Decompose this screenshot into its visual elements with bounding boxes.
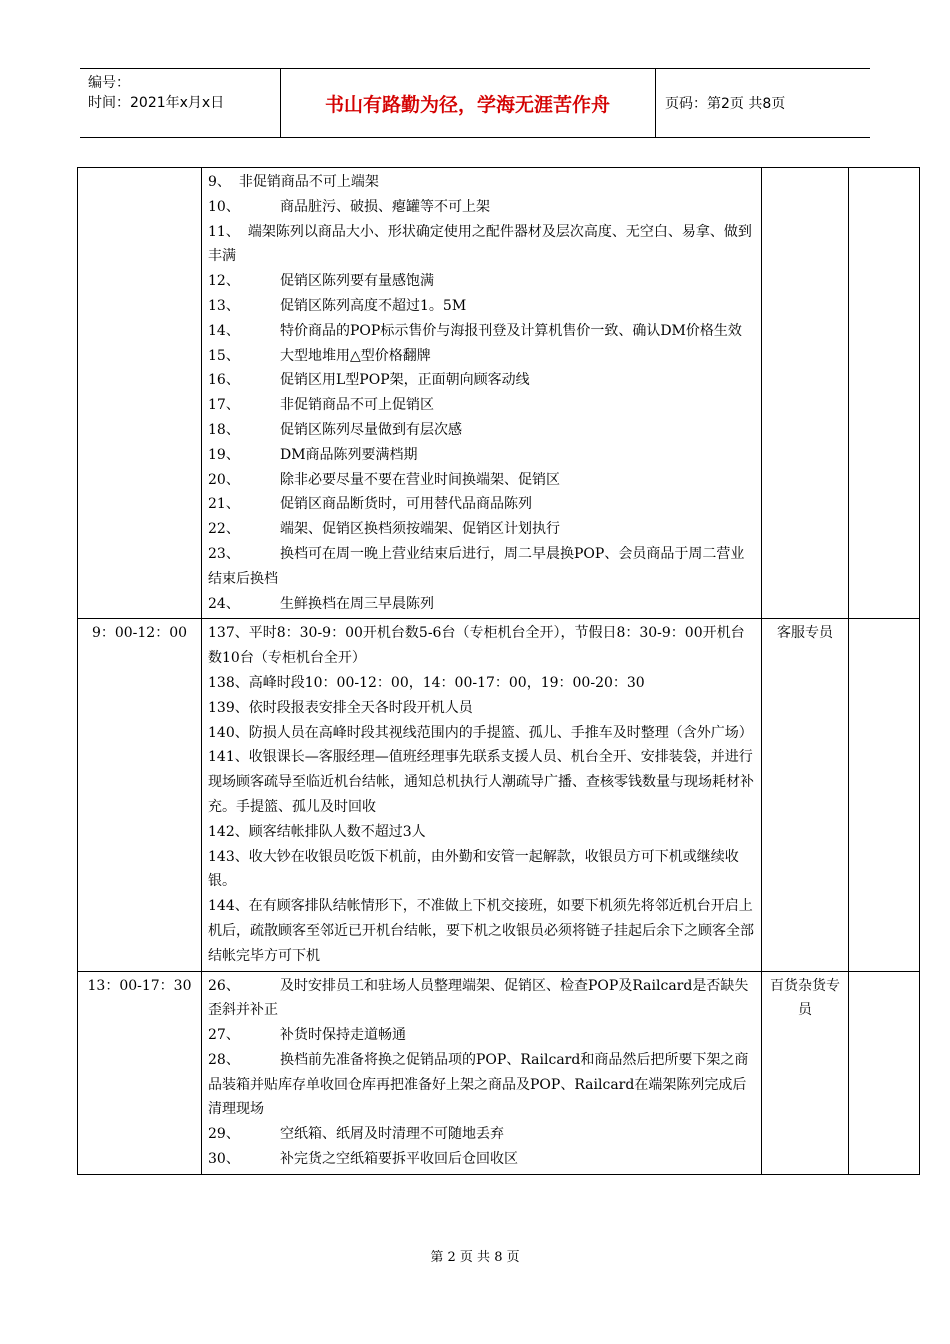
remarks-cell	[849, 971, 920, 1174]
item-text: 促销区陈列尽量做到有层次感	[280, 421, 462, 438]
item-number: 13、	[208, 297, 240, 314]
list-item	[208, 745, 755, 819]
item-number: 20、	[208, 471, 240, 488]
list-item	[208, 845, 755, 895]
list-item	[208, 492, 755, 517]
schedule-table	[77, 167, 920, 1175]
list-item	[208, 671, 755, 696]
table-row	[78, 619, 920, 971]
item-number: 138、	[208, 674, 249, 691]
item-text: 防损人员在高峰时段其视线范围内的手提篮、孤儿、手推车及时整理（含外广场）	[248, 724, 753, 741]
item-number: 23、	[208, 545, 240, 562]
item-text: 高峰时段10：00-12：00，14：00-17：00，19：00-20：30	[248, 674, 645, 691]
header-meta	[88, 73, 224, 113]
item-text: 换档前先准备将换之促销品项的POP、Railcard和商品然后把所要下架之商品装箱并贴库存单收回仓库再把准备好上架之商品及POP、Railcard在端架陈列完成后清理现场	[208, 1051, 749, 1118]
item-number: 11、	[208, 223, 240, 240]
item-text: 收大钞在收银员吃饭下机前，由外勤和安管一起解款，收银员方可下机或继续收银。	[208, 848, 739, 890]
list-item	[208, 592, 755, 617]
item-text: 除非必要尽量不要在营业时间换端架、促销区	[280, 471, 560, 488]
item-text: 非促销商品不可上促销区	[280, 397, 434, 414]
list-item	[208, 443, 755, 468]
item-number: 17、	[208, 397, 240, 414]
list-item	[208, 269, 755, 294]
list-item	[208, 974, 755, 1024]
item-text: 收银课长—客服经理—值班经理事先联系支援人员、机台全开、安排装袋，并进行现场顾客疏导至临近机台结帐，通知总机执行人潮疏导广播、查核零钱数量与现场耗材补充。手提篮、孤儿及时回收	[208, 749, 754, 815]
list-item	[208, 319, 755, 344]
list-item	[208, 894, 755, 968]
task-list-cell	[202, 619, 762, 971]
item-number: 19、	[208, 446, 240, 463]
list-item	[208, 418, 755, 443]
item-number: 137、	[208, 625, 249, 642]
item-text: 商品脏污、破损、瘪罐等不可上架	[280, 198, 490, 215]
item-number: 29、	[208, 1126, 240, 1143]
item-number: 28、	[208, 1051, 240, 1068]
remarks-cell	[849, 619, 920, 971]
list-item	[208, 696, 755, 721]
item-number: 15、	[208, 347, 240, 364]
list-item	[208, 1147, 755, 1172]
item-text: 在有顾客排队结帐情形下，不准做上下机交接班，如要下机须先将邻近机台开启上机后，疏散顾客至邻近已开机台结帐，要下机之收银员必须将链子挂起后余下之顾客全部结帐完毕方可下机	[208, 898, 754, 964]
item-number: 139、	[208, 699, 249, 716]
list-item	[208, 542, 755, 592]
item-text: 促销区陈列要有量感饱满	[280, 273, 434, 290]
table-row	[78, 168, 920, 619]
page-header	[80, 68, 870, 138]
item-text: 促销区陈列高度不超过1。5M	[280, 297, 467, 314]
list-item	[208, 393, 755, 418]
number-label: 编号：	[88, 75, 130, 91]
list-item	[208, 468, 755, 493]
item-number: 26、	[208, 977, 240, 994]
item-text: DM商品陈列要满档期	[280, 446, 418, 463]
time-slot-cell: 13：00-17：30	[78, 971, 202, 1174]
item-number: 14、	[208, 322, 240, 339]
remarks-cell	[849, 168, 920, 619]
time-slot-cell: 9：00-12：00	[78, 619, 202, 971]
role-cell: 百货杂货专员	[762, 971, 849, 1174]
header-page-info: 页码：第2页 共8页	[665, 96, 786, 112]
list-item	[208, 220, 755, 270]
time-label: 时间：2021年x月x日	[88, 95, 225, 111]
list-item	[208, 1023, 755, 1048]
item-text: 大型地堆用△型价格翻牌	[280, 347, 431, 364]
role-cell	[762, 168, 849, 619]
item-number: 30、	[208, 1151, 240, 1168]
page-footer: 第 2 页 共 8 页	[430, 1250, 520, 1265]
list-item	[208, 820, 755, 845]
item-number: 12、	[208, 273, 240, 290]
item-number: 10、	[208, 198, 240, 215]
item-number: 18、	[208, 421, 240, 438]
item-text: 生鲜换档在周三早晨陈列	[280, 595, 434, 612]
item-text: 促销区用L型POP架，正面朝向顾客动线	[280, 372, 530, 389]
item-number: 24、	[208, 595, 240, 612]
item-text: 换档可在周一晚上营业结束后进行，周二早晨换POP、会员商品于周二营业结束后换档	[208, 545, 745, 587]
list-item	[208, 1048, 755, 1122]
item-number: 16、	[208, 372, 240, 389]
item-number: 9、	[208, 174, 231, 190]
list-item	[208, 368, 755, 393]
list-item	[208, 517, 755, 542]
item-text: 空纸箱、纸屑及时清理不可随地丢弃	[280, 1126, 504, 1143]
task-list-cell	[202, 168, 762, 619]
item-text: 补货时保持走道畅通	[280, 1027, 406, 1044]
list-item	[208, 170, 755, 195]
list-item	[208, 344, 755, 369]
item-number: 140、	[208, 724, 249, 741]
table-row	[78, 971, 920, 1174]
item-text: 端架、促销区换档须按端架、促销区计划执行	[280, 521, 560, 538]
item-number: 22、	[208, 521, 240, 538]
header-slogan: 书山有路勤为径，学海无涯苦作舟	[324, 93, 610, 116]
item-text: 及时安排员工和驻场人员整理端架、促销区、检查POP及Railcard是否缺失歪斜并补正	[208, 977, 749, 1019]
item-number: 144、	[208, 898, 249, 915]
item-number: 142、	[208, 823, 249, 840]
item-text: 平时8：30-9：00开机台数5-6台（专柜机台全开），节假日8：30-9：00开机台数10台（专柜机台全开）	[208, 625, 745, 667]
item-number: 141、	[208, 749, 249, 766]
item-number: 143、	[208, 848, 249, 865]
item-number: 21、	[208, 496, 240, 513]
list-item	[208, 621, 755, 671]
item-text: 端架陈列以商品大小、形状确定使用之配件器材及层次高度、无空白、易拿、做到丰满	[208, 223, 752, 265]
item-text: 非促销商品不可上端架	[238, 174, 379, 190]
list-item	[208, 1122, 755, 1147]
item-number: 27、	[208, 1027, 240, 1044]
list-item	[208, 195, 755, 220]
item-text: 顾客结帐排队人数不超过3人	[248, 823, 426, 840]
task-list-cell	[202, 971, 762, 1174]
item-text: 补完货之空纸箱要拆平收回后仓回收区	[280, 1151, 518, 1168]
item-text: 特价商品的POP标示售价与海报刊登及计算机售价一致、确认DM价格生效	[280, 322, 742, 339]
item-text: 促销区商品断货时，可用替代品商品陈列	[280, 496, 532, 513]
time-slot-cell	[78, 168, 202, 619]
role-cell: 客服专员	[762, 619, 849, 971]
header-divider	[655, 69, 656, 137]
list-item	[208, 294, 755, 319]
item-text: 依时段报表安排全天各时段开机人员	[248, 699, 473, 716]
list-item	[208, 721, 755, 746]
